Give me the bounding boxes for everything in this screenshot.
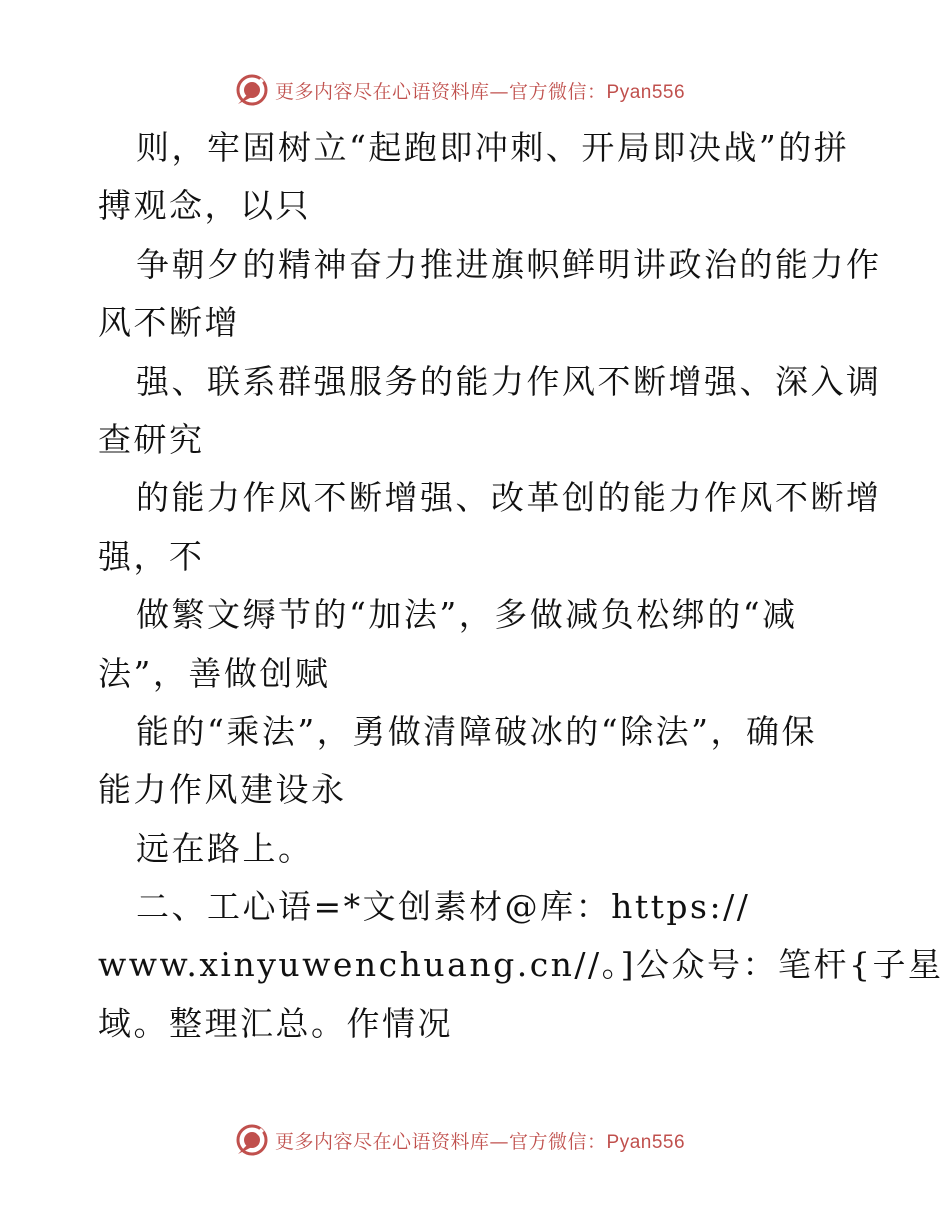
banner-text xyxy=(275,1127,685,1154)
banner-text-cn: 更多内容尽在心语资料库—官方微信： xyxy=(275,1130,607,1153)
body-line: 搏观念，以只 xyxy=(98,186,311,226)
banner-text-cn: 更多内容尽在心语资料库—官方微信： xyxy=(275,80,607,103)
body-line: 能的“乘法”，勇做清障破冰的“除法”，确保 xyxy=(136,711,817,751)
section-heading-line: 二、工心语=*文创素材@库：https:// xyxy=(136,887,751,927)
body-line: 强、联系群强服务的能力作风不断增强、深入调 xyxy=(136,361,882,401)
banner-wechat-id: Pyan556 xyxy=(606,1131,686,1153)
banner-wechat-id: Pyan556 xyxy=(606,81,686,103)
pen-seal-logo-icon xyxy=(235,73,269,107)
body-line: 法”，善做创赋 xyxy=(98,653,331,693)
body-line: 争朝夕的精神奋力推进旗帜鲜明讲政治的能力作 xyxy=(136,244,882,284)
body-line: 能力作风建设永 xyxy=(98,770,347,810)
body-line: 域。整理汇总。作情况 xyxy=(98,1003,453,1043)
pen-seal-logo-icon xyxy=(235,1123,269,1157)
footer-banner xyxy=(235,1122,755,1158)
document-body xyxy=(98,119,944,1053)
body-line: 强，不 xyxy=(98,536,205,576)
body-line: www.xinyuwenchuang.cn//。]公众号：笔杆{子星 xyxy=(98,945,944,985)
banner-text xyxy=(275,77,685,104)
body-line: 查研究 xyxy=(98,419,205,459)
body-line: 则，牢固树立“起跑即冲刺、开局即决战”的拼 xyxy=(136,128,850,167)
header-banner xyxy=(235,72,755,108)
body-line: 远在路上。 xyxy=(136,828,314,868)
body-line: 的能力作风不断增强、改革创的能力作风不断增 xyxy=(136,478,882,518)
body-line: 做繁文缛节的“加法”，多做减负松绑的“减 xyxy=(136,595,798,635)
body-line: 风不断增 xyxy=(98,303,240,343)
